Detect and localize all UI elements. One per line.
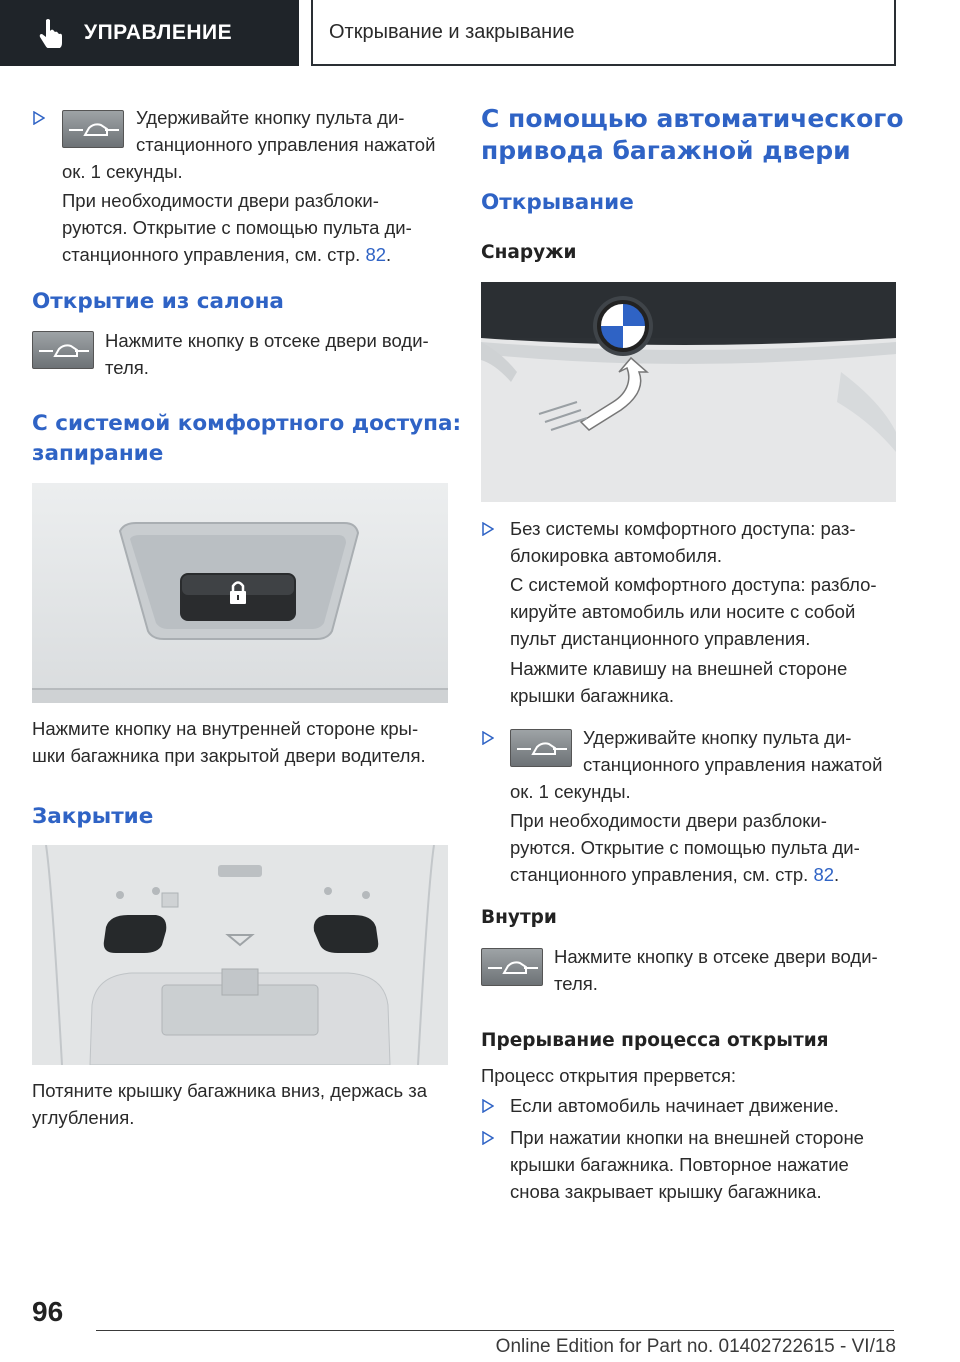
bullet-triangle-icon bbox=[482, 1131, 494, 1145]
remote-trunk-button-icon bbox=[62, 110, 124, 148]
interrupt-intro-text: Процесс открытия прервется: bbox=[481, 1065, 737, 1086]
chapter-title: Открывание и закрывание bbox=[329, 20, 575, 43]
bullet-triangle-icon bbox=[33, 111, 45, 125]
inside-text-l2: теля. bbox=[554, 973, 598, 994]
page-ref-link[interactable]: 82 bbox=[813, 864, 835, 885]
trunk-lock-button-image bbox=[32, 483, 448, 703]
interrupt-item-driving: Если автомобиль начинает движение. bbox=[510, 1095, 839, 1116]
heading-interrupt-opening: Прерывание процесса открытия bbox=[481, 1030, 829, 1051]
heading-comfort-lock-l2: запирание bbox=[32, 441, 164, 466]
section-title: УПРАВЛЕНИЕ bbox=[84, 21, 233, 44]
door-trunk-button-icon bbox=[481, 948, 543, 986]
lock-caption-l2: шки багажника при закрытой двери водителя. bbox=[32, 745, 426, 766]
remote-hold-text-l3: ок. 1 секунды. bbox=[510, 781, 631, 802]
remote-trunk-button-icon bbox=[510, 729, 572, 767]
comfort-text-l1: С системой комфортного доступа: разбло- bbox=[510, 574, 877, 595]
door-trunk-button-icon bbox=[32, 331, 94, 369]
heading-outside: Снаружи bbox=[481, 242, 577, 263]
remote-hold-text-l3: ок. 1 секунды. bbox=[62, 161, 183, 182]
unlock-text-l1: При необходимости двери разблоки- bbox=[62, 190, 379, 211]
page-number: 96 bbox=[32, 1296, 64, 1327]
heading-auto-tailgate-l2: привода багажной двери bbox=[481, 136, 851, 165]
heading-comfort-lock-l1: С системой комфортного доступа: bbox=[32, 411, 462, 436]
cabin-text-l1: Нажмите кнопку в отсеке двери води- bbox=[105, 330, 429, 351]
inside-text-l1: Нажмите кнопку в отсеке двери води- bbox=[554, 946, 878, 967]
closing-caption-l2: углубления. bbox=[32, 1107, 135, 1128]
press-outside-text-l2: крышки багажника. bbox=[510, 685, 675, 706]
lock-caption-l1: Нажмите кнопку на внутренней стороне кры- bbox=[32, 718, 419, 739]
heading-opening: Открывание bbox=[481, 190, 634, 215]
unlock-text-l3: станционного управления, см. стр. 82. bbox=[510, 864, 840, 885]
footer-divider bbox=[96, 1330, 894, 1331]
interrupt-item-button-l2: крышки багажника. Повторное нажатие bbox=[510, 1154, 849, 1175]
interrupt-item-button-l3: снова закрывает крышку багажника. bbox=[510, 1181, 822, 1202]
interrupt-item-button-l1: При нажатии кнопки на внешней стороне bbox=[510, 1127, 864, 1148]
remote-hold-text-l2: станционного управления нажатой bbox=[583, 754, 883, 775]
comfort-text-l3: пульт дистанционного управления. bbox=[510, 628, 811, 649]
unlock-text-l1: При необходимости двери разблоки- bbox=[510, 810, 827, 831]
heading-closing: Закрытие bbox=[32, 804, 154, 829]
bullet-triangle-icon bbox=[482, 1099, 494, 1113]
hand-pointer-icon bbox=[38, 18, 64, 48]
cabin-text-l2: теля. bbox=[105, 357, 149, 378]
remote-hold-text-l1: Удерживайте кнопку пульта ди- bbox=[136, 107, 405, 128]
bullet-triangle-icon bbox=[482, 522, 494, 536]
remote-hold-text-l2: станционного управления нажатой bbox=[136, 134, 436, 155]
heading-auto-tailgate-l1: С помощью автоматического bbox=[481, 104, 904, 133]
bullet-triangle-icon bbox=[482, 731, 494, 745]
heading-open-from-cabin: Открытие из салона bbox=[32, 289, 284, 314]
trunk-lid-interior-image bbox=[32, 845, 448, 1065]
remote-hold-text-l1: Удерживайте кнопку пульта ди- bbox=[583, 727, 852, 748]
press-outside-text-l1: Нажмите клавишу на внешней стороне bbox=[510, 658, 848, 679]
no-comfort-text-l2: блокировка автомобиля. bbox=[510, 545, 722, 566]
closing-caption-l1: Потяните крышку багажника вниз, держась за bbox=[32, 1080, 428, 1101]
exterior-trunk-button-image bbox=[481, 282, 896, 502]
unlock-text-l2: руются. Открытие с помощью пульта ди- bbox=[62, 217, 412, 238]
edition-text: Online Edition for Part no. 01402722615 - VI/18 bbox=[495, 1336, 896, 1357]
section-header bbox=[0, 0, 299, 66]
comfort-text-l2: кируйте автомобиль или носите с собой bbox=[510, 601, 856, 622]
heading-inside: Внутри bbox=[481, 907, 557, 928]
chapter-tab bbox=[311, 0, 896, 66]
page-ref-link[interactable]: 82 bbox=[365, 244, 387, 265]
no-comfort-text-l1: Без системы комфортного доступа: раз- bbox=[510, 518, 856, 539]
unlock-text-l2: руются. Открытие с помощью пульта ди- bbox=[510, 837, 860, 858]
unlock-text-l3: станционного управления, см. стр. 82. bbox=[62, 244, 392, 265]
